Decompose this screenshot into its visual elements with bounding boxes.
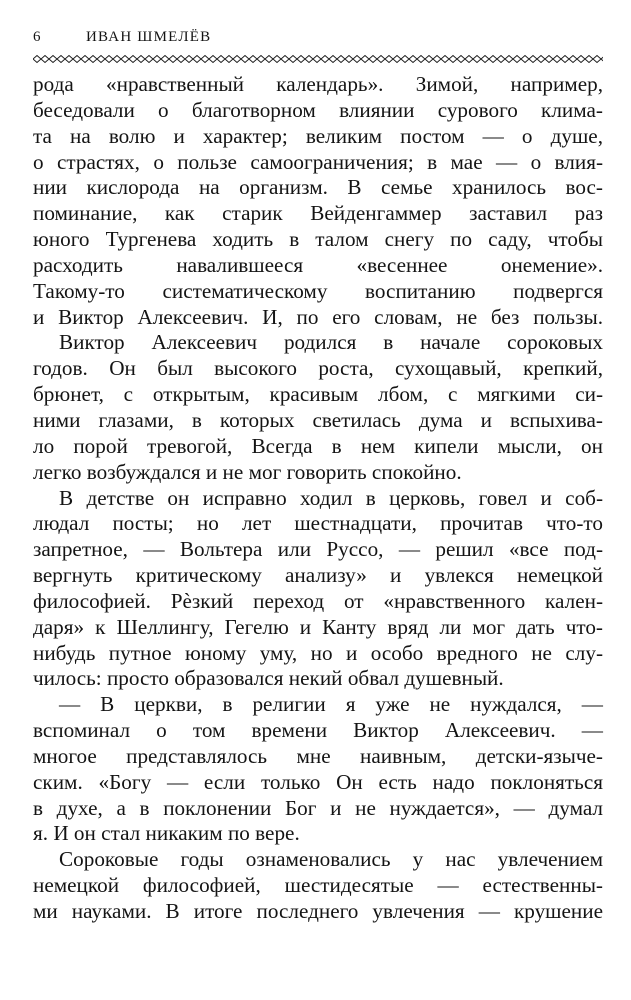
text-line: поминание, как старик Вейденгаммер заставил раз [33, 201, 603, 226]
page-number: 6 [33, 29, 42, 45]
text-line: юного Тургенева ходить в талом снегу по саду, чтобы [33, 227, 603, 252]
text-line: рода «нравственный календарь». Зимой, например, [33, 72, 603, 96]
text-line: расходить навалившееся «весеннее онемение». [33, 252, 603, 277]
text-line: чилось: просто образовался некий обвал душевный. [33, 666, 504, 691]
text-line: запретное, — Вольтера или Руссо, — решил «все под- [33, 537, 603, 562]
text-line: вергнуть критическому анализу» и увлекся немецкой [33, 563, 603, 588]
text-line: ними глазами, в которых светилась дума и вспыхива- [33, 407, 603, 432]
text-line: я. И он стал никаким по вере. [33, 821, 300, 846]
text-line: в духе, а в поклонении Бог и не нуждается», — думал [33, 795, 603, 820]
ornamental-rule [33, 52, 603, 64]
text-line: многое представлялось мне наивным, детски-языче- [33, 743, 603, 768]
text-line: Сороковые годы ознаменовались у нас увлечением [59, 847, 603, 872]
text-line: о страстях, о пользе самоограничения; в мае — о влия- [33, 149, 603, 174]
running-title-author: ИВАН ШМЕЛЁВ [86, 29, 212, 45]
paragraph [33, 330, 603, 485]
text-line: немецкой философией, шестидесятые — естественны- [33, 873, 603, 898]
text-line: и Виктор Алексеевич. И, по его словам, не без пользы. [33, 304, 603, 329]
ornamental-rule-graphic [33, 53, 603, 64]
text-line: философией. Рѐзкий переход от «нравственного кален- [33, 588, 603, 613]
text-line: вспоминал о том времени Виктор Алексеевич. — [33, 718, 603, 743]
text-line: В детстве он исправно ходил в церковь, говел и соб- [59, 485, 603, 510]
text-line: ми науками. В итоге последнего увлечения — крушение [33, 899, 603, 923]
text-line: людал посты; но лет шестнадцати, прочитав что-то [33, 511, 603, 536]
paragraph [33, 72, 603, 330]
text-line: нии кислорода на организм. В семье хранилось вос- [33, 175, 603, 200]
text-line: нибудь путное юному уму, но и особо вредного не слу- [33, 640, 603, 665]
paragraph [33, 692, 603, 847]
text-line: ло порой тревогой, Всегда в нем кипели мысли, он [33, 433, 603, 458]
text-line: брюнет, с открытым, красивым лбом, с мягкими си- [33, 382, 603, 407]
text-line: даря» к Шеллингу, Гегелю и Канту вряд ли мог дать что- [33, 614, 603, 639]
text-line: Такому-то систематическому воспитанию подвергся [33, 278, 603, 303]
text-line: ским. «Богу — если только Он есть надо поклоняться [33, 769, 603, 794]
paragraph [33, 486, 603, 693]
text-line: легко возбуждался и не мог говорить спокойно. [33, 459, 462, 484]
text-line: годов. Он был высокого роста, сухощавый, крепкий, [33, 356, 603, 381]
text-line: беседовали о благотворном влиянии сурового клима- [33, 97, 603, 122]
text-line: та на волю и характер; великим постом — о душе, [33, 123, 603, 148]
paragraph [33, 847, 603, 925]
page-body [33, 72, 603, 925]
text-line: — В церкви, в религии я уже не нуждался, — [59, 692, 603, 717]
running-head [33, 26, 603, 50]
text-line: Виктор Алексеевич родился в начале сороковых [59, 330, 603, 355]
